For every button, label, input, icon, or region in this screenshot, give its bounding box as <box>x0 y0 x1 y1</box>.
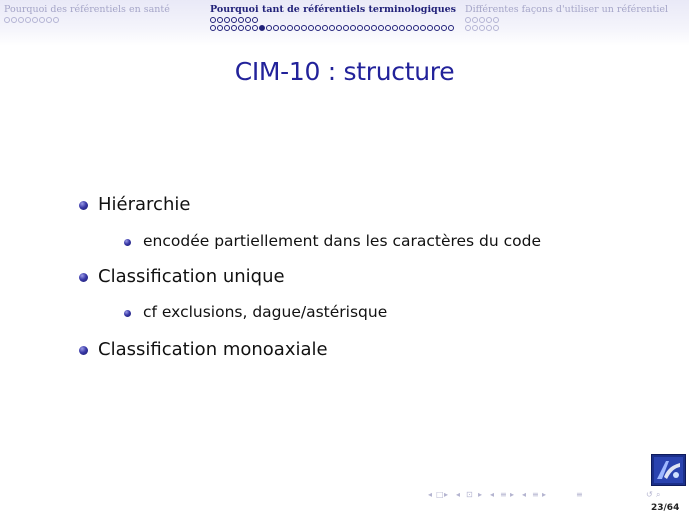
frame-dot[interactable] <box>210 25 216 31</box>
subsection-dot-row <box>210 25 456 32</box>
frame-dot[interactable] <box>420 25 426 31</box>
nav-prev-section-icon[interactable]: ◂ <box>490 490 495 499</box>
frame-dot[interactable] <box>18 17 24 23</box>
frame-dot[interactable] <box>231 25 237 31</box>
frame-dot[interactable] <box>336 25 342 31</box>
sub-bullet-item-exclusions: cf exclusions, dague/astérisque <box>143 303 388 321</box>
frame-dot[interactable] <box>493 25 499 31</box>
frame-dot[interactable] <box>39 17 45 23</box>
bullet-item-classification-unique: Classification unique <box>98 266 285 287</box>
nav-next-doc-icon[interactable]: ▸ <box>542 490 547 499</box>
frame-dot[interactable] <box>315 25 321 31</box>
frame-dot[interactable] <box>343 25 349 31</box>
frame-dot[interactable] <box>280 25 286 31</box>
frame-dot[interactable] <box>287 25 293 31</box>
frame-dot[interactable] <box>329 25 335 31</box>
frame-dot[interactable] <box>301 25 307 31</box>
frame-dot[interactable] <box>434 25 440 31</box>
frame-dot[interactable] <box>493 17 499 23</box>
frame-dot[interactable] <box>294 25 300 31</box>
current-frame-dot[interactable] <box>259 25 265 31</box>
frame-dot[interactable] <box>252 17 258 23</box>
frame-dot[interactable] <box>479 25 485 31</box>
frame-dot[interactable] <box>479 17 485 23</box>
nav-subsection-icon[interactable]: ⊡ <box>466 490 473 499</box>
sub-bullet-icon <box>124 310 131 317</box>
frame-dot[interactable] <box>217 17 223 23</box>
frame-dot[interactable] <box>308 25 314 31</box>
frame-dot[interactable] <box>350 25 356 31</box>
frame-dot[interactable] <box>385 25 391 31</box>
frame-dot[interactable] <box>32 17 38 23</box>
nav-next-section-icon[interactable]: ▸ <box>510 490 515 499</box>
frame-dot[interactable] <box>364 25 370 31</box>
subsection-dots <box>210 17 456 32</box>
frame-dot[interactable] <box>53 17 59 23</box>
frame-dot[interactable] <box>371 25 377 31</box>
frame-dot[interactable] <box>46 17 52 23</box>
bullet-item-classification-monoaxiale: Classification monoaxiale <box>98 339 328 360</box>
subsection-dots <box>4 17 170 24</box>
nav-back-icon[interactable]: ↺ <box>646 490 653 499</box>
institution-logo <box>651 454 686 486</box>
slide-title: CIM-10 : structure <box>234 57 455 86</box>
sub-bullet-item-encodee: encodée partiellement dans les caractères du code <box>143 232 542 250</box>
subsection-dot-row <box>465 25 668 32</box>
frame-dot[interactable] <box>25 17 31 23</box>
frame-dot[interactable] <box>322 25 328 31</box>
subsection-dots <box>465 17 668 32</box>
bullet-icon <box>79 273 88 282</box>
subsection-dot-row <box>4 17 170 24</box>
frame-dot[interactable] <box>413 25 419 31</box>
section-link-differentes-facons[interactable] <box>465 4 668 33</box>
frame-dot[interactable] <box>465 17 471 23</box>
section-title[interactable]: Pourquoi tant de référentiels terminologiques <box>210 4 457 15</box>
frame-dot[interactable] <box>4 17 10 23</box>
frame-dot[interactable] <box>486 25 492 31</box>
frame-dot[interactable] <box>210 17 216 23</box>
frame-dot[interactable] <box>238 25 244 31</box>
bullet-icon <box>79 346 88 355</box>
section-navigation-bar <box>0 0 689 46</box>
section-link-pourquoi-tant-referentiels[interactable] <box>210 4 456 33</box>
nav-search-icon[interactable]: ⌕ <box>656 490 661 499</box>
nav-prev-subsection-icon[interactable]: ◂ <box>456 490 461 499</box>
frame-dot[interactable] <box>448 25 454 31</box>
nav-frame-icon[interactable]: □ <box>436 490 444 499</box>
nav-prev-doc-icon[interactable]: ◂ <box>522 490 527 499</box>
nav-prev-frame-icon[interactable]: ◂ <box>428 490 433 499</box>
frame-dot[interactable] <box>472 25 478 31</box>
frame-dot[interactable] <box>245 17 251 23</box>
frame-dot[interactable] <box>11 17 17 23</box>
frame-dot[interactable] <box>357 25 363 31</box>
frame-dot[interactable] <box>217 25 223 31</box>
frame-dot[interactable] <box>273 25 279 31</box>
sub-bullet-icon <box>124 239 131 246</box>
frame-dot[interactable] <box>399 25 405 31</box>
subsection-dot-row <box>210 17 456 24</box>
frame-dot[interactable] <box>427 25 433 31</box>
subsection-dot-row <box>465 17 668 24</box>
section-title[interactable]: Pourquoi des référentiels en santé <box>4 4 170 15</box>
frame-dot[interactable] <box>224 17 230 23</box>
frame-dot[interactable] <box>392 25 398 31</box>
nav-outline-icon[interactable]: ≡ <box>576 490 583 499</box>
nav-next-frame-icon[interactable]: ▸ <box>444 490 449 499</box>
nav-doc-icon[interactable]: ≡ <box>532 490 539 499</box>
frame-dot[interactable] <box>378 25 384 31</box>
nav-next-subsection-icon[interactable]: ▸ <box>478 490 483 499</box>
frame-dot[interactable] <box>266 25 272 31</box>
bullet-icon <box>79 201 88 210</box>
frame-dot[interactable] <box>252 25 258 31</box>
nav-section-icon[interactable]: ≡ <box>500 490 507 499</box>
frame-dot[interactable] <box>441 25 447 31</box>
frame-dot[interactable] <box>406 25 412 31</box>
frame-dot[interactable] <box>224 25 230 31</box>
section-link-pourquoi-referentiels-sante[interactable] <box>4 4 170 25</box>
frame-dot[interactable] <box>486 17 492 23</box>
bullet-item-hierarchie: Hiérarchie <box>98 194 191 215</box>
section-title[interactable]: Différentes façons d'utiliser un référentiel <box>465 4 669 15</box>
frame-dot[interactable] <box>231 17 237 23</box>
frame-dot[interactable] <box>245 25 251 31</box>
frame-dot[interactable] <box>238 17 244 23</box>
frame-dot[interactable] <box>465 25 471 31</box>
page-number: 23/64 <box>651 503 680 513</box>
frame-dot[interactable] <box>472 17 478 23</box>
